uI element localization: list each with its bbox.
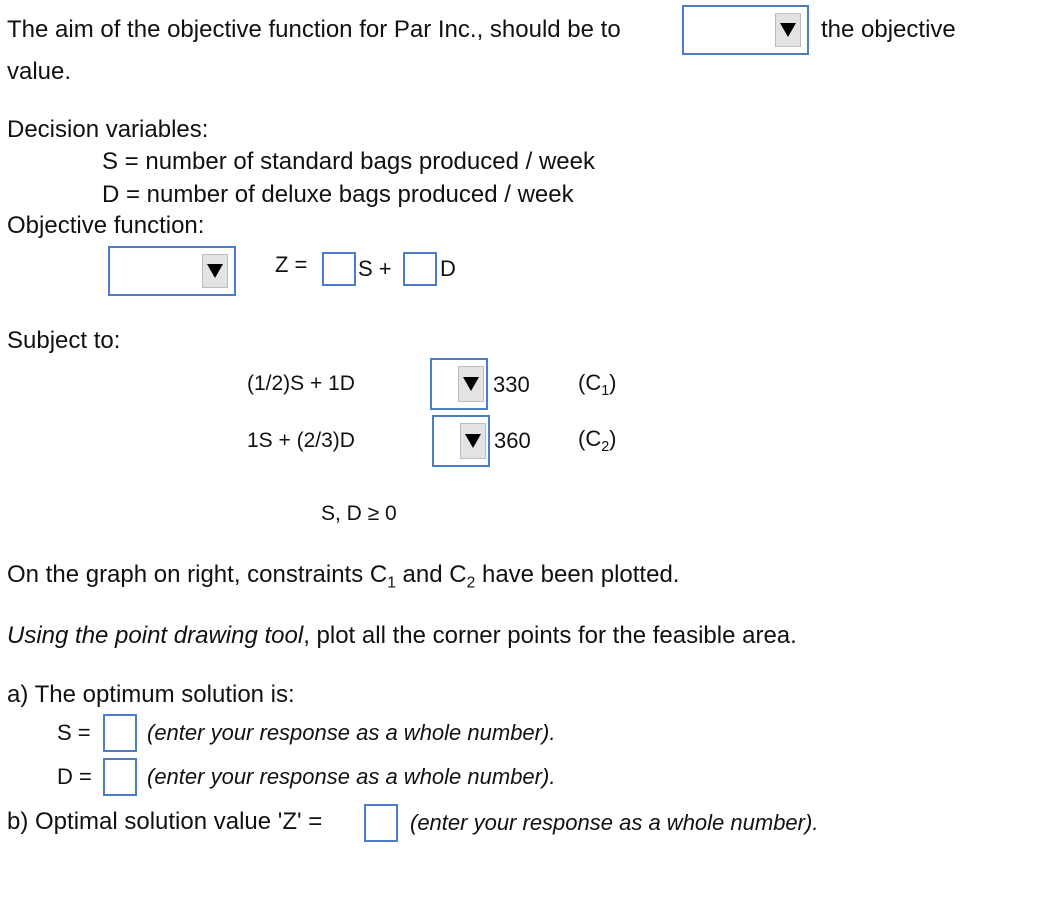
- s-plus-label: S +: [358, 256, 392, 281]
- intro-text-line2: value.: [7, 58, 72, 85]
- answer-s-hint: (enter your response as a whole number).: [147, 720, 556, 745]
- answer-s-input[interactable]: [103, 714, 137, 752]
- s-definition: S = number of standard bags produced / week: [102, 148, 595, 175]
- answer-z-hint: (enter your response as a whole number).: [410, 810, 819, 835]
- c1-rhs: 330: [493, 372, 530, 397]
- objective-type-dropdown[interactable]: [108, 246, 236, 296]
- nonnegativity-constraint: S, D ≥ 0: [321, 502, 397, 525]
- z-label: Z =: [275, 252, 308, 277]
- c1-name: $(C_1)$: [578, 370, 617, 399]
- d-coefficient-input[interactable]: [403, 252, 437, 286]
- c1-lhs: (1/2)S + 1D: [247, 372, 355, 395]
- subject-to-heading: Subject to:: [7, 327, 121, 354]
- graph-note: On the graph on right, constraints $C_1$ and $C_2$ have been plotted.: [7, 561, 680, 592]
- d-definition: D = number of deluxe bags produced / week: [102, 181, 574, 208]
- c1-inequality-dropdown[interactable]: [430, 358, 488, 410]
- c2-lhs: 1S + (2/3)D: [247, 429, 355, 452]
- intro-text-after: the objective: [821, 16, 956, 43]
- answer-a-heading: a) The optimum solution is:: [7, 681, 295, 708]
- chevron-down-icon[interactable]: [458, 366, 484, 402]
- answer-d-label: D =: [57, 764, 92, 789]
- answer-b-label: b) Optimal solution value 'Z' =: [7, 808, 323, 835]
- answer-z-input[interactable]: [364, 804, 398, 842]
- s-coefficient-input[interactable]: [322, 252, 356, 286]
- chevron-down-icon[interactable]: [775, 13, 801, 47]
- decision-variables-heading: Decision variables:: [7, 116, 209, 143]
- c2-name: $(C_2)$: [578, 426, 617, 455]
- instruction-text: Using the point drawing tool, plot all the corner points for the feasible area.: [7, 622, 797, 649]
- chevron-down-icon[interactable]: [202, 254, 228, 288]
- c2-inequality-dropdown[interactable]: [432, 415, 490, 467]
- objective-aim-dropdown[interactable]: [682, 5, 809, 55]
- chevron-down-icon[interactable]: [460, 423, 486, 459]
- answer-d-input[interactable]: [103, 758, 137, 796]
- c2-rhs: 360: [494, 428, 531, 453]
- d-label: D: [440, 256, 456, 281]
- answer-s-label: S =: [57, 720, 91, 745]
- answer-d-hint: (enter your response as a whole number).: [147, 764, 556, 789]
- objective-function-heading: Objective function:: [7, 212, 205, 239]
- intro-text-before: The aim of the objective function for Par Inc., should be to: [7, 16, 621, 43]
